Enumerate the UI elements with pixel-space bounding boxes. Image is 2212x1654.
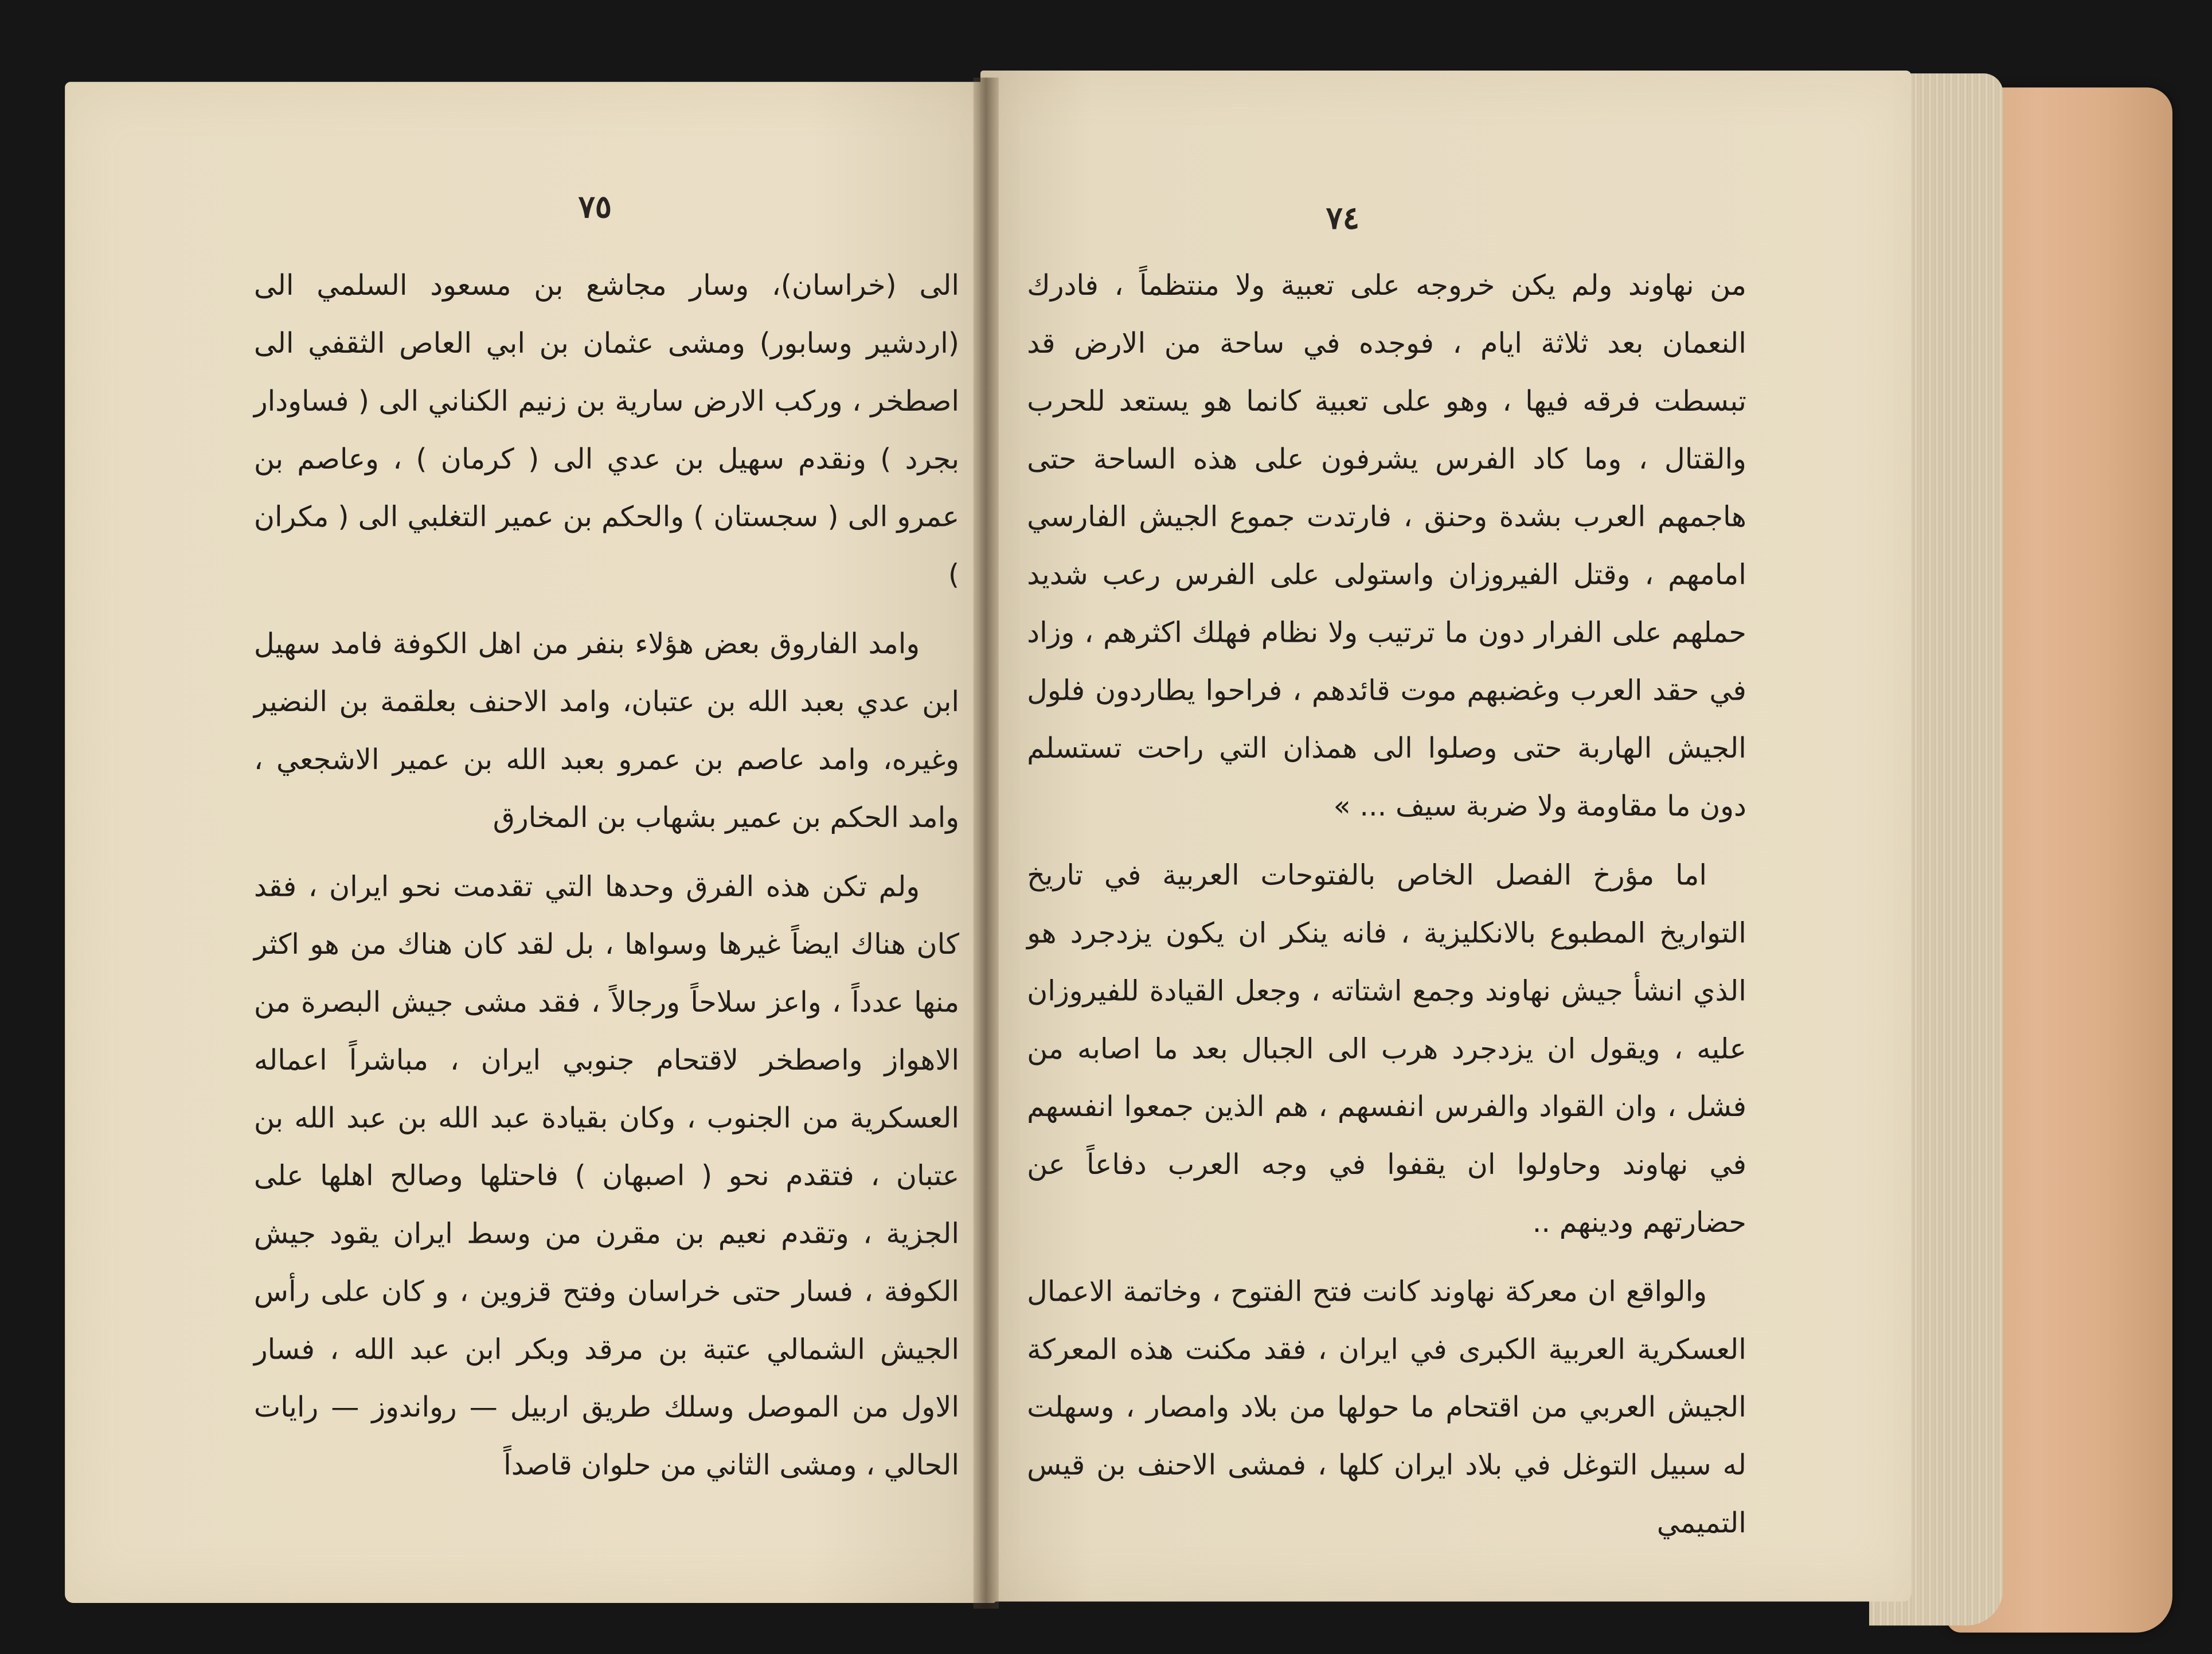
right-paragraph-1: من نهاوند ولم يكن خروجه على تعبية ولا منتظماً ، فادرك النعمان بعد ثلاثة ايام ، فوجده في ساحة من الارض قد تبسطت فرقه فيها ، وهو على تعبية كانما هو يستعد للحرب والقتال ، وما كاد الفرس يشرفون على هذه الساحة حتى هاجمهم العرب بشدة وحنق ، فارتدت جموع الجيش الفارسي امامهم ، وقتل الفيروزان واستولى على الفرس رعب شديد حملهم على الفرار دون ما ترتيب ولا نظام فهلك اكثرهم ، وزاد في حقد العرب وغضبهم موت قائدهم ، فراحوا يطاردون فلول الجيش الهاربة حتى وصلوا الى همذان التي راحت تستسلم دون ما مقاومة ولا ضربة سيف ... »	[1027, 268, 1746, 823]
left-paragraph-1: الى (خراسان)، وسار مجاشع بن مسعود السلمي الى (اردشير وسابور) ومشى عثمان بن ابي العاص الثقفي الى اصطخر ، وركب الارض سارية بن زنيم الكناني الى ( فساودار بجرد ) ونقدم سهيل بن عدي الى ( كرمان ) ، وعاصم بن عمرو الى ( سجستان ) والحكم بن عمير التغلبي الى ( مكران )	[253, 268, 960, 591]
left-page-body	[254, 257, 959, 1505]
left-page-number: ٧٥	[578, 189, 612, 226]
right-page-number: ٧٤	[1326, 200, 1359, 237]
right-paragraph-3: والواقع ان معركة نهاوند كانت فتح الفتوح ، وخاتمة الاعمال العسكرية العربية الكبرى في ايران ، فقد مكنت هذه المعركة الجيش العربي من اقتحام ما حولها من بلاد وامصار ، وسهلت له سبيل التوغل في بلاد ايران كلها ، فمشى الاحنف بن قيس التميمي	[1027, 1274, 1746, 1540]
book-gutter	[974, 77, 999, 1609]
left-paragraph-3: ولم تكن هذه الفرق وحدها التي تقدمت نحو ايران ، فقد كان هناك ايضاً غيرها وسواها ، بل لقد كان هناك من هو اكثر منها عدداً ، واعز سلاحاً ورجالاً ، فقد مشى جيش البصرة من الاهواز واصطخر لاقتحام جنوبي ايران ، مباشراً اعماله العسكرية من الجنوب ، وكان بقيادة عبد الله بن عبد الله بن عتبان ، فتقدم نحو ( اصبهان ) فاحتلها وصالح اهلها على الجزية ، وتقدم نعيم بن مقرن من وسط ايران يقود جيش الكوفة ، فسار حتى خراسان وفتح قزوين ، و كان على رأس الجيش الشمالي عتبة بن مرقد وبكر ابن عبد الله ، فسار الاول من الموصل وسلك طريق اربيل — رواندوز — رايات الحالي ، ومشى الثاني من حلوان قاصداً	[253, 869, 960, 1482]
right-page-body	[1027, 257, 1746, 1563]
right-paragraph-2: اما مؤرخ الفصل الخاص بالفتوحات العربية في تاريخ التواريخ المطبوع بالانكليزية ، فانه ينكر ان يكون يزدجرد هو الذي انشأ جيش نهاوند وجمع اشتاته ، وجعل القيادة للفيروزان عليه ، ويقول ان يزدجرد هرب الى الجبال بعد ما اصابه من فشل ، وان القواد والفرس انفسهم ، هم الذين جمعوا انفسهم في نهاوند وحاولوا ان يقفوا في وجه العرب دفاعاً عن حضارتهم ودينهم ..	[1027, 857, 1746, 1239]
left-paragraph-2: وامد الفاروق بعض هؤلاء بنفر من اهل الكوفة فامد سهيل ابن عدي بعبد الله بن عتبان، وامد الاحنف بعلقمة بن النضير وغيره، وامد عاصم بن عمرو بعبد الله بن عمير الاشجعي ، وامد الحكم بن عمير بشهاب بن المخارق	[253, 626, 960, 834]
